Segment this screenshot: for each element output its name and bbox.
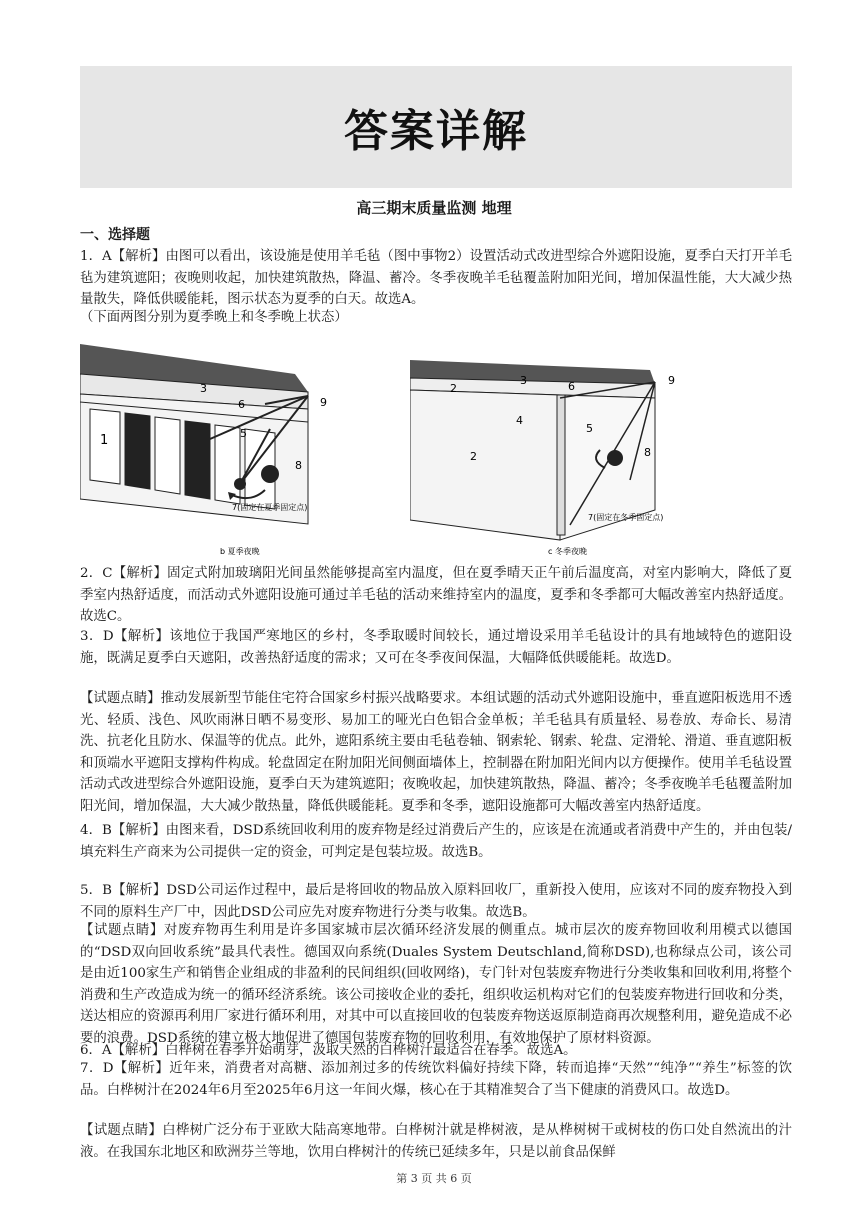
answer-7: 7．D【解析】近年来，消费者对高糖、添加剂过多的传统饮料偏好持续下降，转而追捧“天然”“纯净”“养生”标签的饮品。白桦树汁在2024年6月至2025年6月这一年间火爆，核心在于其精准契合了当下健康的消费风口。故选D。 <box>80 1061 792 1098</box>
label-9-right: 9 <box>668 374 675 387</box>
right-fixed-label: 7(固定在冬季固定点) <box>588 513 664 522</box>
label-4: 4 <box>516 414 523 427</box>
roller-wheel-right <box>607 450 623 466</box>
label-5-right: 5 <box>586 422 593 435</box>
answer-1-note: （下面两图分别为夏季晚上和冬季晚上状态） <box>80 310 348 325</box>
label-6: 6 <box>238 398 245 411</box>
label-2b: 2 <box>470 450 477 463</box>
label-3: 3 <box>200 382 207 395</box>
label-8: 8 <box>295 459 302 472</box>
page-title: 答案详解 <box>344 106 528 157</box>
answer-2: 2．C【解析】固定式附加玻璃阳光间虽然能够提高室内温度，但在夏季晴天正午前后温度高，对室内影响大，降低了夏季室内热舒适度，而活动式外遮阳设施可通过羊毛毡的活动来维持室内的温度，夏季和冬季都可大幅改善室内热舒适度。故选C。 <box>80 566 792 625</box>
page-number: 第 3 页 共 6 页 <box>396 1172 472 1185</box>
answer-5-tip: 【试题点睛】对废弃物再生利用是许多国家城市层次循环经济发展的侧重点。城市层次的废弃物回收利用模式以德国的“DSD双向回收系统”最具代表性。德国双向系统(Duales System Deutschland,简称DSD),也称绿点公司，该公司是由近100家生产和销售企业组成的非盈利的民间组织(回收网络)，专门针对包装废弃物进行分类收集和回收利用,将整个消费和生产改造成为统一的循环经济系统。该公司接收企业的委托，组织收运机构对它们的包装废弃物进行回收和分类，送达相应的资源再利用厂家进行循环利用，对其中可以直接回收的包装废弃物送返原制造商再次规整利用，避免造成不必要的浪费。DSD系统的建立极大地促进了德国包装废弃物的回收利用，有效地保护了原材料资源。 <box>80 923 792 1046</box>
left-caption: b 夏季夜晚 <box>220 547 260 556</box>
answer-5: 5．B【解析】DSD公司运作过程中，最后是将回收的物品放入原料回收厂，重新投入使用，应该对不同的废弃物投入到不同的原料生产厂中，因此DSD公司应先对废弃物进行分类与收集。故选B。 <box>80 883 792 920</box>
label-8-right: 8 <box>644 446 651 459</box>
roller-wheel <box>261 465 279 483</box>
answer-7-tip: 【试题点睛】白桦树广泛分布于亚欧大陆高寒地带。白桦树汁就是桦树液，是从桦树树干或树枝的伤口处自然流出的汁液。在我国东北地区和欧洲芬兰等地，饮用白桦树汁的传统已延续多年，只是以前食品保鲜 <box>80 1123 792 1160</box>
title-banner <box>80 66 792 188</box>
answer-6: 6．A【解析】白桦树在春季开始萌芽，汲取天然的白桦树汁最适合在春季。故选A。 <box>80 1043 577 1058</box>
answer-4: 4．B【解析】由图来看，DSD系统回收利用的废弃物是经过消费后产生的，应该是在流通或者消费中产生的，并由包装/填充料生产商来为公司提供一定的资金，可判定是包装垃圾。故选B。 <box>80 823 792 860</box>
label-9: 9 <box>320 396 327 409</box>
answer-1: 1．A【解析】由图可以看出，该设施是使用羊毛毡（图中事物2）设置活动式改进型综合外遮阳设施，夏季白天打开羊毛毡为建筑遮阳；夜晚则收起，加快建筑散热，降温、蓄冷。冬季夜晚羊毛毡覆盖附加阳光间，增加保温性能，大大减少热量散失，降低供暖能耗，图示状态为夏季的白天。故选A。 <box>80 249 792 308</box>
figure-summer-night <box>80 334 410 562</box>
figure-winter-night <box>410 350 750 562</box>
right-caption: c 冬季夜晚 <box>548 547 587 556</box>
exam-subtitle: 高三期末质量监测 地理 <box>356 199 512 217</box>
label-2a: 2 <box>450 382 457 395</box>
label-6-right: 6 <box>568 380 575 393</box>
label-3-right: 3 <box>520 374 527 387</box>
answer-3-tip: 【试题点睛】推动发展新型节能住宅符合国家乡村振兴战略要求。本组试题的活动式外遮阳设施中，垂直遮阳板选用不透光、轻质、浅色、风吹雨淋日晒不易变形、易加工的哑光白色铝合金单板；羊毛毡具有质量轻、易卷放、寿命长、易清洗、抗老化且防水、保温等的优点。此外，遮阳系统主要由毛毡卷轴、钢索轮、钢索、轮盘、定滑轮、滑道、垂直遮阳板和顶端水平遮阳支撑构件构成。轮盘固定在附加阳光间侧面墙体上，控制器在附加阳光间内以方便操作。使用羊毛毡设置活动式改进型综合外遮阳设施，夏季白天为建筑遮阳；夜晚收起，加快建筑散热，降温、蓄冷；冬季夜晚羊毛毡覆盖附加阳光间，增加保温，大大减少散热量，降低供暖能耗。夏季和冬季，遮阳设施都可大幅改善室内热舒适度。 <box>80 691 792 814</box>
section-heading: 一、选择题 <box>80 227 150 243</box>
answer-3: 3．D【解析】该地位于我国严寒地区的乡村，冬季取暖时间较长，通过增设采用羊毛毡设计的具有地域特色的遮阳设施，既满足夏季白天遮阳，改善热舒适度的需求；又可在冬季夜间保温，大幅降低供暖能耗。故选D。 <box>80 629 792 666</box>
label-5: 5 <box>240 427 247 440</box>
left-fixed-label: 7(固定在夏季固定点) <box>232 503 308 512</box>
label-1: 1 <box>100 433 109 448</box>
